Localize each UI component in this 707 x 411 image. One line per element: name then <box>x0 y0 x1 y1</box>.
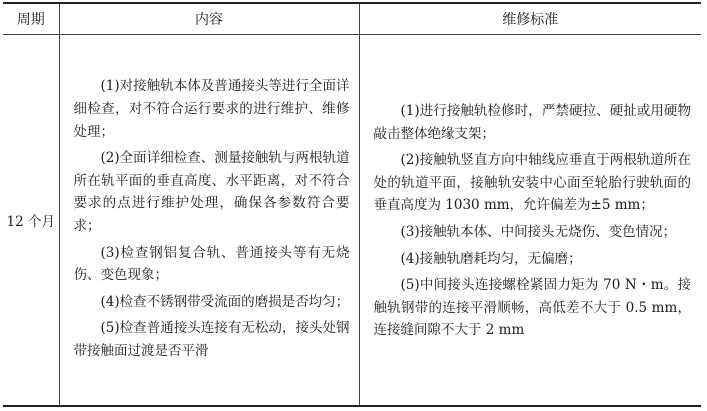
standard-item-2: (2)接触轨竖直方向中轴线应垂直于两根轨道所在处的轨道平面，接触轨安装中心面至轮胎行驶轨面的垂直高度为 1030 mm，允许偏差为±5 mm； <box>373 152 691 214</box>
header-content: 内容 <box>59 3 359 35</box>
content-item-5: (5)检查普通接头连接有无松动，接头处钢带接触面过渡是否平滑 <box>73 320 350 359</box>
table-row <box>3 35 701 407</box>
standard-item-4: (4)接触轨磨耗均匀，无偏磨； <box>400 250 582 267</box>
header-standard: 维修标准 <box>359 3 701 35</box>
table-header-row <box>3 3 701 35</box>
maintenance-table <box>3 2 701 407</box>
content-item-3: (3)检查钢铝复合轨、普通接头等有无烧伤、变色现象； <box>73 244 350 284</box>
period-cell: 12 个月 <box>3 35 59 407</box>
content-item-4: (4)检查不锈钢带受流面的磨损是否均匀； <box>100 293 350 310</box>
content-item-2: (2)全面详细检查、测量接触轨与两根轨道所在轨平面的垂直高度、水平距离，对不符合要求的点进行维护处理，确保各参数符合要求； <box>73 150 350 234</box>
standard-item-3: (3)接触轨本体、中间接头无烧伤、变色情况； <box>400 224 677 240</box>
content-cell <box>59 35 359 407</box>
standard-cell <box>359 35 701 407</box>
content-item-1: (1)对接触轨本体及普通接头等进行全面详细检查，对不符合运行要求的进行维护、维修处理； <box>73 78 350 140</box>
standard-item-1: (1)进行接触轨检修时，严禁硬拉、硬扯或用硬物敲击整体绝缘支架； <box>373 103 691 142</box>
header-period: 周期 <box>3 3 59 35</box>
standard-item-5: (5)中间接头连接螺栓紧固力矩为 70 N・m。接触轨钢带的连接平滑顺畅，高低差不大于 0.5 mm，连接缝间隙不大于 2 mm <box>373 277 691 339</box>
